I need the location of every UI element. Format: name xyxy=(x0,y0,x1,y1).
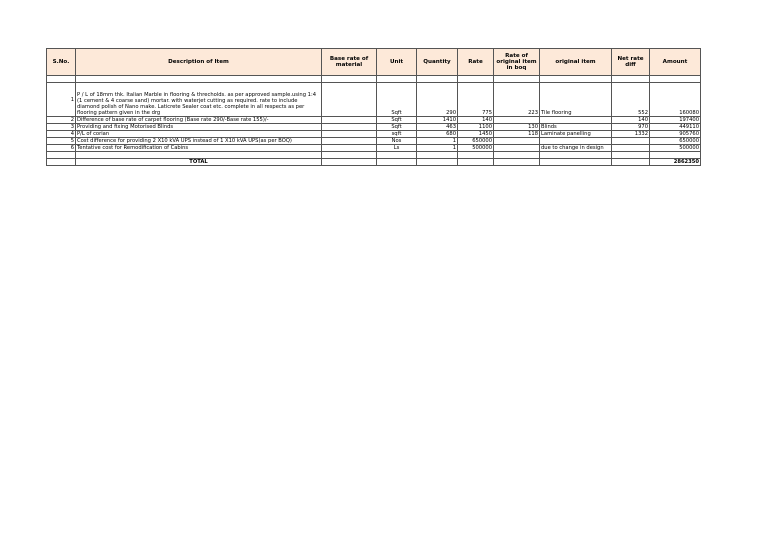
cell-original-item: Blinds xyxy=(540,124,612,131)
cell-rate: 650000 xyxy=(458,138,494,145)
table-row xyxy=(47,131,701,138)
cell-sno: 5 xyxy=(47,138,76,145)
cell-net-rate-diff: 970 xyxy=(612,124,650,131)
cell-base-rate xyxy=(322,138,377,145)
cell-unit: Nos xyxy=(377,138,417,145)
table-row xyxy=(47,83,701,117)
cell-description: P/L of corian xyxy=(76,131,322,138)
header-quantity: Quantity xyxy=(417,49,458,76)
cell-rate: 500000 xyxy=(458,145,494,152)
estimate-sheet xyxy=(46,48,701,166)
cell-unit: Sqft xyxy=(377,83,417,117)
cell-unit: sqft xyxy=(377,131,417,138)
cell-net-rate-diff: 552 xyxy=(612,83,650,117)
cell-rate-original xyxy=(494,117,540,124)
header-unit: Unit xyxy=(377,49,417,76)
table-row xyxy=(47,145,701,152)
cell-base-rate xyxy=(322,117,377,124)
total-amount: 2862350 xyxy=(650,159,701,166)
cell-rate-original: 130 xyxy=(494,124,540,131)
total-label: TOTAL xyxy=(76,159,322,166)
cell-rate: 775 xyxy=(458,83,494,117)
header-sno: S.No. xyxy=(47,49,76,76)
cell-amount: 905760 xyxy=(650,131,701,138)
cell-base-rate xyxy=(322,131,377,138)
cell-base-rate xyxy=(322,83,377,117)
header-row xyxy=(47,49,701,76)
cell-sno: 2 xyxy=(47,117,76,124)
cell-sno: 4 xyxy=(47,131,76,138)
cell-original-item: due to change in design xyxy=(540,145,612,152)
cell-quantity: 680 xyxy=(417,131,458,138)
header-amount: Amount xyxy=(650,49,701,76)
cell-quantity: 290 xyxy=(417,83,458,117)
cell-amount: 160080 xyxy=(650,83,701,117)
cell-original-item xyxy=(540,117,612,124)
cell-unit: Sqft xyxy=(377,117,417,124)
header-rate: Rate xyxy=(458,49,494,76)
header-description: Description of Item xyxy=(76,49,322,76)
cell-net-rate-diff: 140 xyxy=(612,117,650,124)
cell-description: Difference of base rate of carpet flooring (Base rate 290/-Base rate 155)/- xyxy=(76,117,322,124)
header-net-rate-diff: Net rate diff xyxy=(612,49,650,76)
cell-net-rate-diff xyxy=(612,145,650,152)
cell-original-item: Laminate panelling xyxy=(540,131,612,138)
cell-quantity: 1410 xyxy=(417,117,458,124)
table-row xyxy=(47,124,701,131)
cell-base-rate xyxy=(322,145,377,152)
cell-quantity: 1 xyxy=(417,145,458,152)
cell-unit: Sqft xyxy=(377,124,417,131)
cell-original-item: Tile flooring xyxy=(540,83,612,117)
cell-rate-original: 118 xyxy=(494,131,540,138)
cell-amount: 500000 xyxy=(650,145,701,152)
total-row xyxy=(47,159,701,166)
cell-amount: 650000 xyxy=(650,138,701,145)
cost-difference-table xyxy=(46,48,701,166)
cell-quantity: 1 xyxy=(417,138,458,145)
table-row xyxy=(47,117,701,124)
cell-rate: 1100 xyxy=(458,124,494,131)
cell-net-rate-diff: 1332 xyxy=(612,131,650,138)
cell-unit: Ls xyxy=(377,145,417,152)
table-row xyxy=(47,138,701,145)
header-rate-original: Rate of original item in boq xyxy=(494,49,540,76)
cell-sno: 1 xyxy=(47,83,76,117)
cell-description: P / L of 18mm thk. Italian Marble in flooring & threcholds. as per approved sample.using 1:4 (1 cement & 4 coarse sand) mortar. with waterjet cutting as required. rate to include diamond polish of Nano make. Laticrete Sealer coat etc. complete in all respects as per flooring pattern given in the drg xyxy=(76,83,322,117)
cell-description: Cost difference for providing 2 X10 kVA UPS instead of 1 X10 kVA UPS(as per BOQ) xyxy=(76,138,322,145)
cell-description: Tentative cost for Remodification of Cabins xyxy=(76,145,322,152)
cell-quantity: 463 xyxy=(417,124,458,131)
cell-rate-original: 223 xyxy=(494,83,540,117)
header-base-rate: Base rate of material xyxy=(322,49,377,76)
spacer-row xyxy=(47,152,701,159)
cell-description: Providing and fixing Motorised Blinds xyxy=(76,124,322,131)
cell-base-rate xyxy=(322,124,377,131)
cell-rate: 1450 xyxy=(458,131,494,138)
cell-original-item xyxy=(540,138,612,145)
cell-rate: 140 xyxy=(458,117,494,124)
cell-sno: 3 xyxy=(47,124,76,131)
cell-amount: 197400 xyxy=(650,117,701,124)
header-original-item: original item xyxy=(540,49,612,76)
cell-sno: 6 xyxy=(47,145,76,152)
cell-net-rate-diff xyxy=(612,138,650,145)
cell-amount: 449110 xyxy=(650,124,701,131)
cell-rate-original xyxy=(494,138,540,145)
cell-rate-original xyxy=(494,145,540,152)
spacer-row xyxy=(47,76,701,83)
